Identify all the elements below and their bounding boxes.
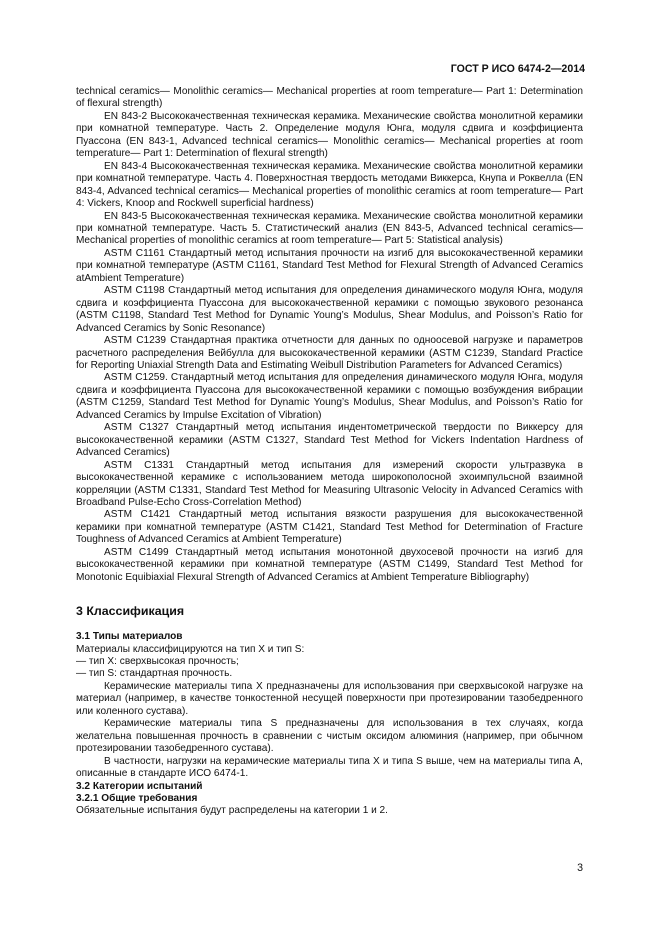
subsection-3-2-1-heading: 3.2.1 Общие требования [76, 793, 198, 805]
section-3-heading: 3 Классификация [76, 604, 185, 619]
reference-item: ASTM C1327 Стандартный метод испытания индентометрической твердости по Виккерсу для высококачественной керамики (ASTM C1327, Standard Test Method for Vickers Indentation Hardness of Advanced Ceramics) [76, 422, 583, 459]
paragraph: Керамические материалы типа S предназначены для использования в тех случаях, когда желательна повышенная прочность в сравнении с чистым оксидом алюминия (например, при обычном протезировании тазобедренного сустава). [76, 718, 583, 755]
reference-item: ASTM C1499 Стандартный метод испытания монотонной двухосевой прочности на изгиб для высококачественной керамики при комнатной температуре (ASTM C1499, Standard Test Method for Monotonic Equibiaxial Flexural Strength of Advanced Ceramics at Ambient Temperature Bibliography) [76, 546, 583, 583]
reference-item: EN 843-5 Высококачественная техническая керамика. Механические свойства монолитной керамики при комнатной температуре. Часть 5. Статистический анализ (EN 843-5, Advanced technical ceramics— Mechanical properties of monolithic ceramics at room temperature— Part 5: Statistical analysis) [76, 210, 583, 247]
list-item: — тип X: сверхвысокая прочность; [76, 656, 239, 668]
reference-item: ASTM C1259. Стандартный метод испытания для определения динамического модуля Юнга, модуля сдвига и коэффициента Пуассона для высококачественной керамики с помощью возбуждения вибрации (ASTM C1259, Standard Test Method for Dynamic Young’s Modulus, Shear Modulus, and Poisson’s Ratio for Advanced Ceramics by Impulse Excitation of Vibration) [76, 372, 583, 421]
subsection-3-2-heading: 3.2 Категории испытаний [76, 780, 203, 792]
list-item: — тип S: стандартная прочность. [76, 668, 233, 680]
document-body [76, 86, 583, 818]
reference-item: ASTM C1421 Стандартный метод испытания вязкости разрушения для высококачественной керамики при комнатной температуре (ASTM C1421, Standard Test Method for Determination of Fracture Toughness of Advanced Ceramics at Ambient Temperature) [76, 509, 583, 546]
page-header-standard: ГОСТ Р ИСО 6474-2—2014 [450, 63, 585, 75]
reference-item: ASTM C1239 Стандартная практика отчетности для данных по одноосевой нагрузке и параметров расчетного распределения Вейбулла для высококачественной керамики (ASTM C1239, Standard Practice for Reporting Uniaxial Strength Data and Estimating Weibull Distribution Parameters for Advanced Ceramics) [76, 335, 583, 371]
paragraph: Обязательные испытания будут распределены на категории 1 и 2. [76, 805, 388, 817]
reference-item: ASTM C1161 Стандартный метод испытания прочности на изгиб для высококачественной керамики при комнатной температуре (ASTM C1161, Standard Test Method for Flexural Strength of Advanced Ceramics atAmbient Temperature) [76, 247, 583, 284]
paragraph: В частности, нагрузки на керамические материалы типа X и типа S выше, чем на материалы типа А, описанные в стандарте ИСО 6474-1. [76, 755, 583, 780]
paragraph: Керамические материалы типа X предназначены для использования при сверхвысокой нагрузке на материал (например, в качестве тонкостенной несущей поверхности при протезировании тазобедренного или коленного сустава). [76, 680, 583, 717]
reference-item: ASTM C1331 Стандартный метод испытания для измерений скорости ультразвука в высококачественной керамике с использованием метода широкополосной эхоимпульсной взаимной корреляции (ASTM C1331, Standard Test Method for Measuring Ultrasonic Velocity in Advanced Ceramics with Broadband Pulse-Echo Cross-Correlation Method) [76, 459, 583, 508]
subsection-3-1-heading: 3.1 Типы материалов [76, 631, 183, 643]
reference-item: ASTM C1198 Стандартный метод испытания для определения динамического модуля Юнга, модуля сдвига и коэффициента Пуассона для высококачественной керамики с помощью звукового резонанса (ASTM C1198, Standard Test Method for Dynamic Young’s Modulus, Shear Modulus, and Poisson’s Ratio for Advanced Ceramics by Sonic Resonance) [76, 285, 583, 334]
page-number: 3 [577, 862, 583, 874]
reference-item: technical ceramics— Monolithic ceramics— Mechanical properties at room temperature— Part 1: Determination of flexural strength) [76, 86, 583, 110]
reference-item: EN 843-2 Высококачественная техническая керамика. Механические свойства монолитной керамики при комнатной температуре. Часть 2. Определение модуля Юнга, модуля сдвига и коэффициента Пуассона (EN 843-1, Advanced technical ceramics— Monolithic ceramics— Mechanical properties at room temperature— Part 1: Determination of flexural strength) [76, 110, 583, 160]
reference-item: EN 843-4 Высококачественная техническая керамика. Механические свойства монолитной керамики при комнатной температуре. Часть 4. Поверхностная твердость методами Виккерса, Кнупа и Роквелла (EN 843-4, Advanced technical ceramics— Mechanical properties of monolithic ceramics at room temperature— Part 4: Vickers, Knoop and Rockwell superficial hardness) [76, 160, 583, 210]
paragraph: Материалы классифицируются на тип X и тип S: [76, 643, 305, 655]
